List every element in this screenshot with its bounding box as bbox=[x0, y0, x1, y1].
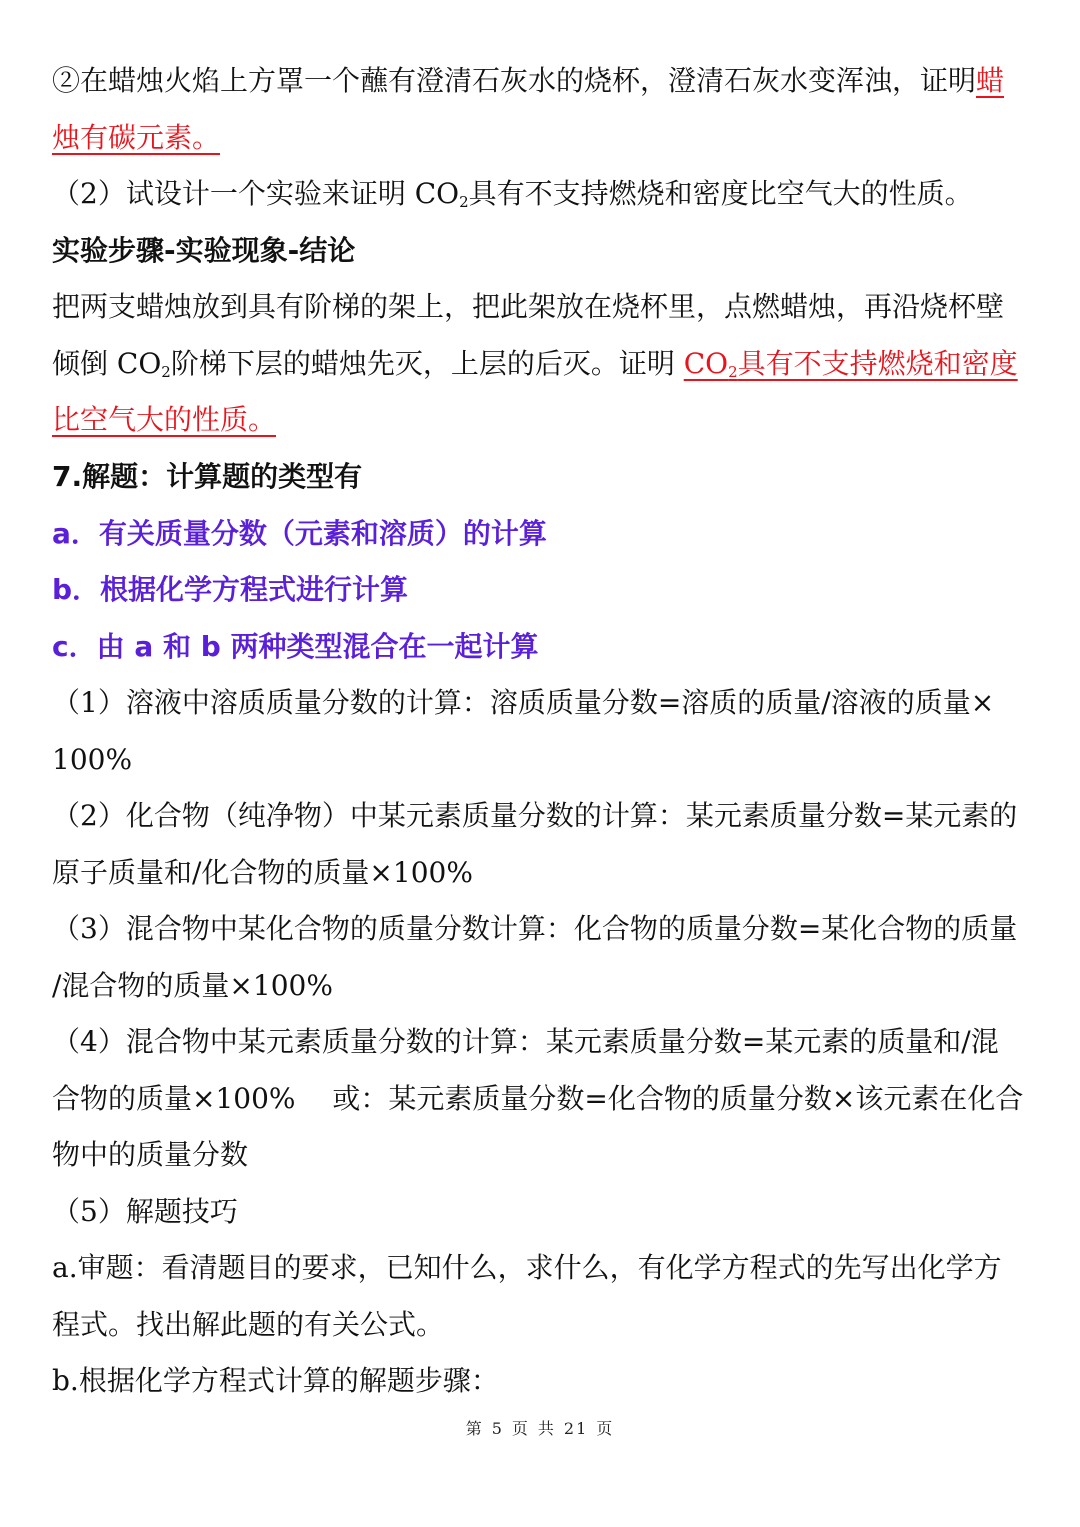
section-heading-calc: 7.解题：计算题的类型有 bbox=[52, 460, 363, 493]
paragraph-limewater-cont bbox=[52, 118, 1030, 158]
conclusion-highlight: $CO_2$具有不支持燃烧和密度 bbox=[683, 347, 1018, 381]
calc-type-c: c．由 a 和 b 两种类型混合在一起计算 bbox=[52, 630, 539, 663]
tip-b: b.根据化学方程式计算的解题步骤： bbox=[52, 1364, 499, 1397]
item-2: （2）化合物（纯净物）中某元素质量分数的计算：某元素质量分数=某元素的 bbox=[52, 799, 1018, 832]
paragraph-limewater: ②在蜡烛火焰上方罩一个蘸有澄清石灰水的烧杯，澄清石灰水变浑浊，证明蜡 bbox=[52, 64, 1005, 97]
section-heading-experiment: 实验步骤-实验现象-结论 bbox=[52, 234, 356, 267]
item-4-cont: 物中的质量分数 bbox=[52, 1138, 249, 1171]
conclusion-highlight: 蜡 bbox=[976, 64, 1005, 97]
item-1-cont: 100% bbox=[52, 743, 133, 776]
item-1: （1）溶液中溶质质量分数的计算：溶质质量分数=溶质的质量/溶液的质量× bbox=[52, 686, 995, 719]
item-3: （3）混合物中某化合物的质量分数计算：化合物的质量分数=某化合物的质量 bbox=[52, 912, 1018, 945]
experiment-text-line: 把两支蜡烛放到具有阶梯的架上，把此架放在烧杯里，点燃蜡烛，再沿烧杯壁 bbox=[52, 290, 1005, 323]
page-footer: 第 5 页 共 21 页 bbox=[465, 1419, 615, 1438]
item-2-cont: 原子质量和/化合物的质量×100% bbox=[52, 856, 473, 889]
item-4-cont: 合物的质量×100% 或：某元素质量分数=化合物的质量分数×该元素在化合 bbox=[52, 1082, 1024, 1115]
question-2: （2）试设计一个实验来证明 $CO_2$具有不支持燃烧和密度比空气大的性质。 bbox=[52, 177, 973, 211]
experiment-text-line: 倾倒 $CO_2$阶梯下层的蜡烛先灭，上层的后灭。证明 $CO_2$具有不支持燃烧和密度 bbox=[52, 347, 1018, 381]
item-4: （4）混合物中某元素质量分数的计算：某元素质量分数=某元素的质量和/混 bbox=[52, 1025, 999, 1058]
conclusion-highlight: 比空气大的性质。 bbox=[52, 403, 277, 436]
page-number: 5 bbox=[491, 1419, 504, 1438]
tip-a-cont: 程式。找出解此题的有关公式。 bbox=[52, 1308, 445, 1341]
experiment-text-line bbox=[52, 400, 1030, 440]
tip-a: a.审题：看清题目的要求，已知什么，求什么，有化学方程式的先写出化学方 bbox=[52, 1251, 1002, 1284]
calc-type-a: a．有关质量分数（元素和溶质）的计算 bbox=[52, 517, 547, 550]
item-3-cont: /混合物的质量×100% bbox=[52, 969, 333, 1002]
conclusion-highlight: 烛有碳元素。 bbox=[52, 121, 221, 154]
page-total: 21 bbox=[563, 1419, 589, 1438]
item-5: （5）解题技巧 bbox=[52, 1195, 238, 1228]
calc-type-b: b．根据化学方程式进行计算 bbox=[52, 573, 409, 606]
